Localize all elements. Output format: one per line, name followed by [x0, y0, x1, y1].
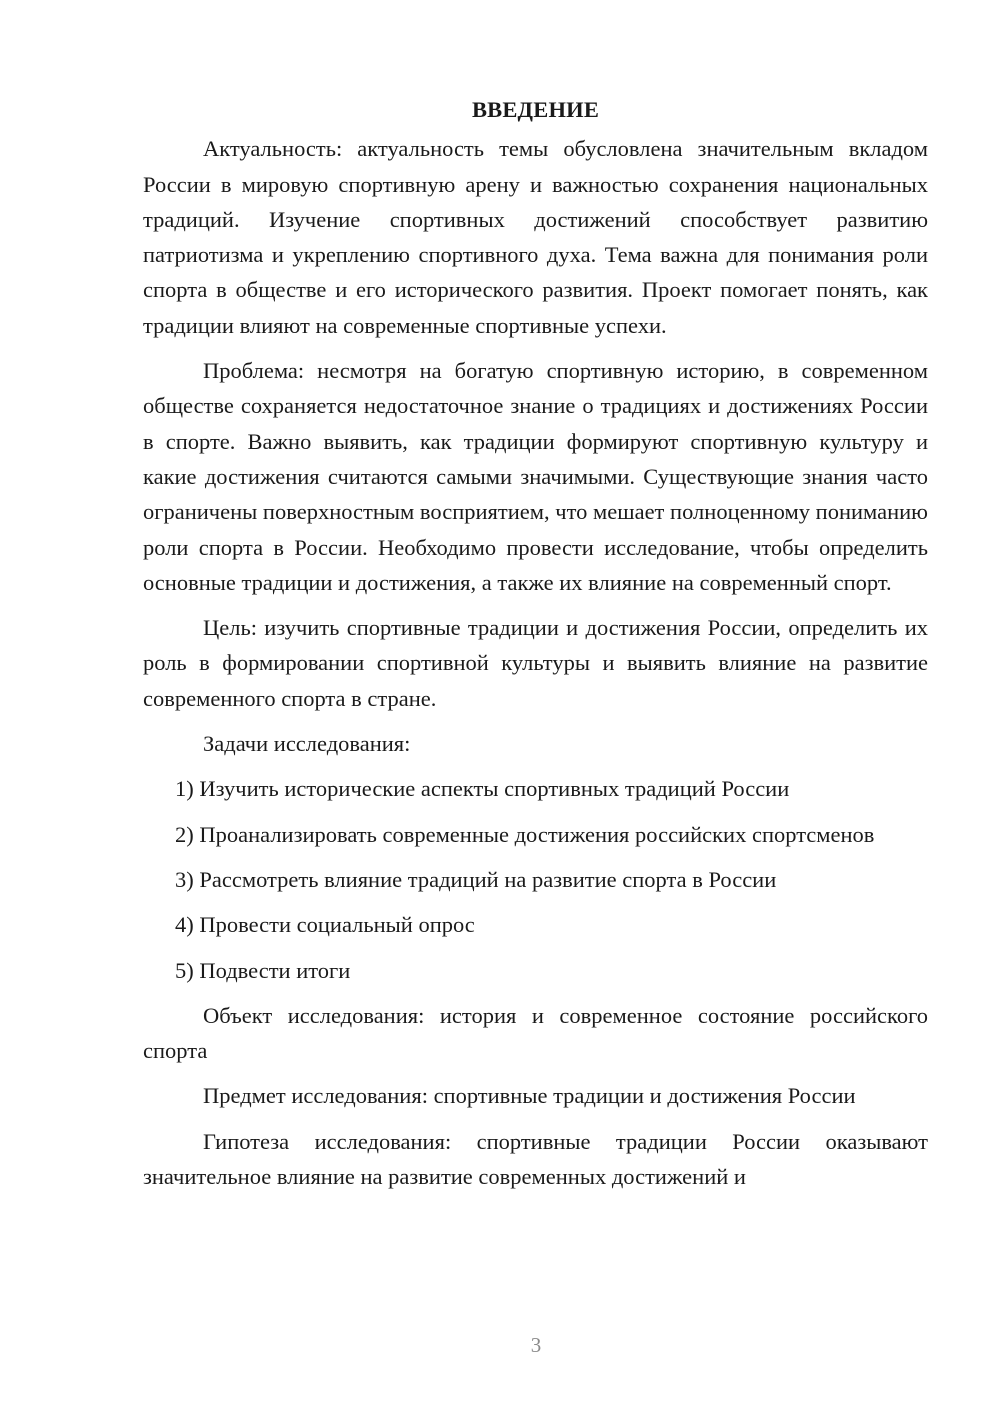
task-item-4: 4) Провести социальный опрос	[175, 912, 475, 938]
document-page	[143, 92, 928, 1204]
page-number: 3	[530, 1333, 542, 1357]
paragraph-object: Объект исследования: история и современное состояние российского спорта	[143, 1002, 928, 1064]
task-item-3: 3) Рассмотреть влияние традиций на развитие спорта в России	[175, 866, 777, 892]
task-item-5: 5) Подвести итоги	[175, 957, 351, 983]
paragraph-subject: Предмет исследования: спортивные традиции и достижения России	[203, 1083, 856, 1109]
paragraph-hypothesis: Гипотеза исследования: спортивные традиции России оказывают значительное влияние на развитие современных достижений и	[143, 1128, 928, 1190]
section-title: ВВЕДЕНИЕ	[471, 97, 600, 122]
task-item-1: 1) Изучить исторические аспекты спортивных традиций России	[175, 776, 790, 802]
paragraph-relevance: Актуальность: актуальность темы обусловлена значительным вкладом России в мировую спортивную арену и важностью сохранения национальных традиций. Изучение спортивных достижений способствует развитию патриотизма и укреплению спортивного духа. Тема важна для понимания роли спорта в обществе и его исторического развития. Проект помогает понять, как традиции влияют на современные спортивные успехи.	[143, 136, 928, 338]
paragraph-problem: Проблема: несмотря на богатую спортивную историю, в современном обществе сохраняется недостаточное знание о традициях и достижениях России в спорте. Важно выявить, как традиции формируют спортивную культуру и какие достижения считаются самыми значимыми. Существующие знания часто ограничены поверхностным восприятием, что мешает полноценному пониманию роли спорта в России. Необходимо провести исследование, чтобы определить основные традиции и достижения, а также их влияние на современный спорт.	[143, 358, 928, 595]
paragraph-goal: Цель: изучить спортивные традиции и достижения России, определить их роль в формировании спортивной культуры и выявить влияние на развитие современного спорта в стране.	[143, 615, 928, 711]
tasks-heading: Задачи исследования:	[203, 731, 411, 757]
task-item-2: 2) Проанализировать современные достижения российских спортсменов	[175, 821, 875, 847]
